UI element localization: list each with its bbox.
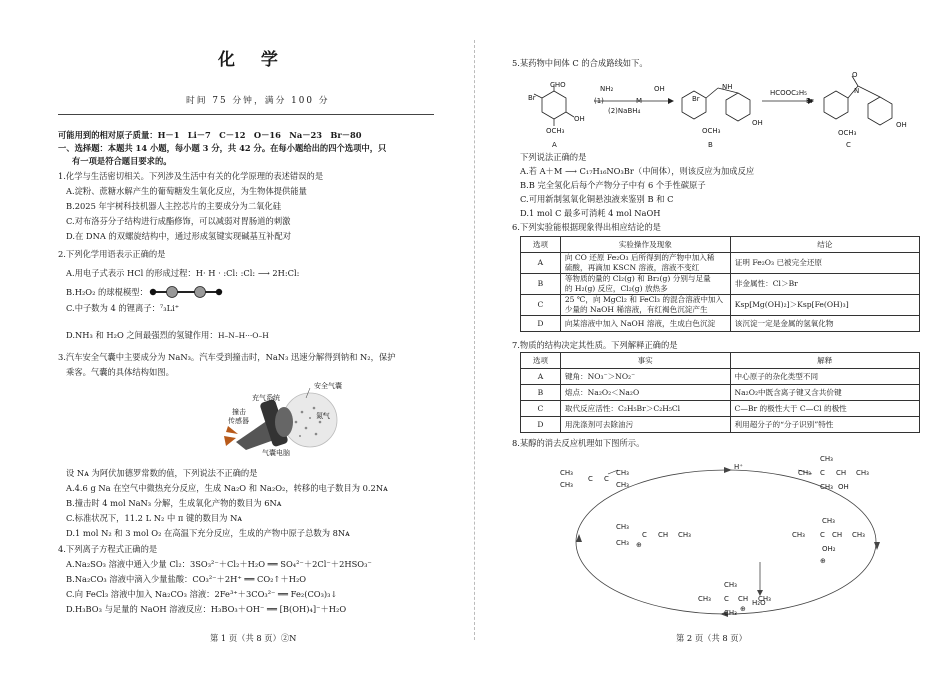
- q5-intro: 下列说法正确的是: [520, 152, 587, 162]
- nh2-label: NH₂: [600, 85, 614, 93]
- br-label-b: Br: [692, 95, 700, 103]
- table-cell: [730, 401, 919, 417]
- oxonium-ch3-left: CH₃: [792, 531, 805, 539]
- table-cell: [560, 385, 730, 401]
- q8-stem: 8.某醇的消去反应机理如下图所示。: [512, 438, 645, 448]
- q2-option-b: B.H₂O₂ 的球棍模型：: [66, 287, 148, 297]
- cell-text: 25 ℃，向 MgCl₂ 和 FeCl₃ 的混合溶液中加入: [564, 295, 724, 304]
- table-cell: [560, 295, 730, 316]
- cation2-plus: ⊕: [740, 605, 746, 613]
- oxonium-plus: ⊕: [820, 557, 826, 565]
- q5-option-a: A.若 A＋M ⟶ C₁₇H₁₆NO₃Br（中间体），则该反应为加成反应: [520, 166, 755, 176]
- reagent-m: M: [636, 97, 643, 105]
- table-header-row: [521, 353, 920, 369]
- cell-text: C: [537, 403, 544, 413]
- alcohol-c: C: [820, 469, 825, 477]
- q5-stem: 5.某药物中间体 C 的合成路线如下。: [512, 58, 648, 68]
- table-header: 选项: [521, 353, 561, 369]
- oxonium-c: C: [820, 531, 825, 539]
- q3-intro: 设 Nᴀ 为阿伏加德罗常数的值，下列说法不正确的是: [66, 468, 258, 478]
- table-row: [521, 369, 920, 385]
- section-heading: 一、选择题：本题共 14 小题，每小题 3 分，共 42 分。在每小题给出的四个选项中，只: [58, 143, 387, 153]
- atomic-masses: 可能用到的相对原子质量：H－1 Li－7 C－12 O－16 Na－23 Br－80: [58, 130, 362, 140]
- cho-label: CHO: [550, 81, 566, 89]
- h-plus: H⁺: [734, 463, 743, 471]
- table-cell-option: [521, 295, 561, 316]
- q3-option-c: C.标准状况下，11.2 L N₂ 中 π 键的数目为 Nᴀ: [66, 513, 243, 523]
- q1-stem: 1.化学与生活密切相关。下列涉及生活中有关的化学原理的表述错误的是: [58, 171, 324, 181]
- cell-text: 证明 Fe₂O₃ 已被完全还原: [734, 258, 823, 267]
- oxonium-ch: CH: [832, 531, 843, 539]
- table-header: 事实: [560, 353, 730, 369]
- step2-label: (2)NaBH₄: [608, 107, 641, 115]
- alkene-c: C: [588, 475, 593, 483]
- cation2-ch3-top: CH₃: [724, 581, 737, 589]
- cation2-ch3-right: CH₃: [758, 595, 771, 603]
- label-nitrogen: 氮气: [316, 412, 330, 420]
- oh-label-c: OH: [896, 121, 907, 129]
- o-label: O: [852, 71, 858, 79]
- br-label-c: Br: [806, 97, 814, 105]
- cation3-ch: CH: [658, 531, 669, 539]
- alcohol-ch3-bottom: CH₃: [820, 483, 833, 491]
- table-cell-option: [521, 274, 561, 295]
- compound-c-label: C: [846, 141, 851, 149]
- hydrogen-bond-struct: H–N–H···O–H: [218, 331, 269, 340]
- q6-stem: 6.下列实验能根据现象得出相应结论的是: [512, 222, 661, 232]
- table-cell-option: [521, 316, 561, 332]
- cell-text: 向某溶液中加入 NaOH 溶液，生成白色沉淀: [564, 318, 716, 328]
- table-cell-option: [521, 401, 561, 417]
- q1-option-c: C.对布洛芬分子结构进行成酯修饰，可以减弱对胃肠道的刺激: [66, 216, 291, 226]
- table-row: [521, 316, 920, 332]
- cation3-ch3-right: CH₃: [678, 531, 691, 539]
- cell-text: C—Br 的极性大于 C—Cl 的极性: [734, 403, 847, 413]
- page-divider: [474, 40, 475, 640]
- table-cell: [560, 369, 730, 385]
- oh-label-b: OH: [752, 119, 763, 127]
- nh-label: NH: [722, 83, 733, 91]
- table-cell-option: [521, 253, 561, 274]
- alkene-ch3-2: CH₃: [560, 481, 573, 489]
- cell-text: 用洗涤剂可去除油污: [564, 419, 634, 429]
- table-cell-option: [521, 369, 561, 385]
- exam-time: 时间 75 分钟，满分 100 分: [186, 96, 330, 106]
- q5-option-b: B.B 完全氢化后每个产物分子中有 6 个手性碳原子: [520, 180, 706, 190]
- table-row: [521, 295, 920, 316]
- q5-option-d: D.1 mol C 最多可消耗 4 mol NaOH: [520, 208, 661, 218]
- q3-option-b: B.撞击时 4 mol NaN₃ 分解，生成氧化产物的数目为 6Nᴀ: [66, 498, 282, 508]
- oh-label-a: OH: [574, 115, 585, 123]
- q4-option-a: A.Na₂SO₃ 溶液中通入少量 Cl₂：3SO₃²⁻＋Cl₂＋H₂O ══ SO₄²⁻＋2Cl⁻＋2HSO₃⁻: [66, 559, 372, 569]
- cell-text: D: [537, 419, 544, 429]
- table-header-row: [521, 237, 920, 253]
- page-footer-left: 第 1 页（共 8 页）②N: [210, 633, 297, 643]
- cell-text: C: [537, 300, 544, 309]
- cell-text: 等物质的量的 Cl₂(g) 和 Br₂(g) 分别与足量: [564, 274, 711, 283]
- cell-text: Ksp[Mg(OH)₂]＞Ksp[Fe(OH)₃]: [734, 300, 849, 309]
- cell-text: 的 H₂(g) 反应，Cl₂(g) 放热多: [564, 284, 668, 293]
- table-cell: [730, 417, 919, 433]
- q4-stem: 4.下列离子方程式正确的是: [58, 544, 158, 554]
- cell-text: B: [537, 387, 544, 397]
- cell-text: 硫酸，再滴加 KSCN 溶液，溶液不变红: [564, 263, 700, 272]
- q3-stem-cont: 乘客。气囊的具体结构如图。: [66, 367, 174, 377]
- alkene-ch3-4: CH₃: [616, 481, 629, 489]
- table-cell: [730, 316, 919, 332]
- table-cell: [730, 369, 919, 385]
- table-row: [521, 385, 920, 401]
- q5-option-c: C.可用新制氢氧化铜悬浊液来鉴别 B 和 C: [520, 194, 674, 204]
- q3-option-d: D.1 mol N₂ 和 3 mol O₂ 在高温下充分反应，生成的产物中原子总数为 8Nᴀ: [66, 528, 350, 538]
- cell-text: D: [537, 318, 544, 328]
- table-row: [521, 274, 920, 295]
- cell-text: 取代反应活性：C₂H₅Br＞C₂H₅Cl: [564, 403, 681, 413]
- cell-text: 利用超分子的“分子识别”特性: [734, 419, 834, 429]
- compound-b-label: B: [708, 141, 713, 149]
- table-header: 解释: [730, 353, 919, 369]
- table-header: 结论: [730, 237, 919, 253]
- br-label-a: Br: [528, 94, 536, 102]
- och3-label-c: OCH₃: [838, 129, 857, 137]
- cation2-ch3-bottom: CH₃: [724, 609, 737, 617]
- step1-label: (1): [594, 97, 604, 105]
- q1-option-d: D.在 DNA 的双螺旋结构中，通过形成氢键实现碱基互补配对: [66, 231, 292, 241]
- oh-label-m: OH: [654, 85, 665, 93]
- q3-option-a: A.4.6 g Na 在空气中微热充分反应，生成 Na₂O 和 Na₂O₂，转移的电子数目为 0.2Nᴀ: [66, 483, 388, 493]
- oxonium-ch3-top: CH₃: [822, 517, 835, 525]
- alkene-ch3-3: CH₃: [616, 469, 629, 477]
- table-cell: [730, 385, 919, 401]
- label-inflator: 充气系统: [252, 394, 280, 402]
- compound-a-label: A: [552, 141, 557, 149]
- q7-table: [520, 352, 920, 433]
- q2-option-c: C.中子数为 4 的锂离子：⁷₃Li⁺: [66, 303, 180, 313]
- label-sensor-2: 传感器: [228, 417, 249, 425]
- page-footer-right: 第 2 页（共 8 页）: [676, 633, 747, 643]
- q1-option-b: B.2025 年宇树科技机器人主控芯片的主要成分为二氧化硅: [66, 201, 282, 211]
- oxonium-oh2: OH₂: [822, 545, 836, 553]
- cation3-ch3-bottom: CH₃: [616, 539, 629, 547]
- table-header: 选项: [521, 237, 561, 253]
- table-row: [521, 401, 920, 417]
- alcohol-ch: CH: [836, 469, 847, 477]
- table-cell: [730, 295, 919, 316]
- cell-text: 向 CO 还原 Fe₂O₃ 后所得到的产物中加入稀: [564, 253, 715, 262]
- section-heading-cont: 有一项是符合题目要求的。: [72, 156, 172, 166]
- cation3-c: C: [642, 531, 647, 539]
- cell-text: A: [537, 258, 544, 267]
- alcohol-oh: OH: [838, 483, 849, 491]
- cell-text: 键角：NO₃⁻＞NO₂⁻: [564, 371, 636, 381]
- q4-option-c: C.向 FeCl₃ 溶液中加入 Na₂CO₃ 溶液：2Fe³⁺＋3CO₃²⁻ ══ Fe₂(CO₃)₃↓: [66, 589, 338, 599]
- alcohol-ch3-top: CH₃: [820, 455, 833, 463]
- alcohol-ch3-left: CH₃: [798, 469, 811, 477]
- table-cell: [560, 274, 730, 295]
- table-header: 实验操作及现象: [560, 237, 730, 253]
- table-cell: [560, 253, 730, 274]
- cell-text: 少量的 NaOH 稀溶液，有红褐色沉淀产生: [564, 305, 708, 314]
- table-cell-option: [521, 385, 561, 401]
- table-cell: [560, 401, 730, 417]
- q2-option-a: A.用电子式表示 HCl 的形成过程：H· H · :Cl: :Cl: ⟶ 2H:Cl:: [66, 268, 300, 278]
- label-sensor: 撞击: [232, 408, 246, 416]
- cation2-ch: CH: [738, 595, 749, 603]
- cell-text: 该沉淀一定是金属的氢氧化物: [734, 318, 834, 328]
- q2-option-d: D.NH₃ 和 H₂O 之间最强烈的氢键作用：: [66, 330, 218, 340]
- page-2: [476, 0, 950, 673]
- header-rule: [58, 114, 434, 115]
- cell-text: A: [537, 371, 544, 381]
- alkene-c-2: C: [604, 475, 609, 483]
- table-row: [521, 417, 920, 433]
- cation2-ch3-left: CH₃: [698, 595, 711, 603]
- water-label: H₂O: [752, 599, 766, 607]
- oxonium-ch3-right: CH₃: [852, 531, 865, 539]
- table-row: [521, 253, 920, 274]
- cation2-c: C: [724, 595, 729, 603]
- table-cell: [560, 316, 730, 332]
- q7-stem: 7.物质的结构决定其性质。下列解释正确的是: [512, 340, 678, 350]
- cation3-ch3-top: CH₃: [616, 523, 629, 531]
- cell-text: B: [537, 279, 544, 288]
- table-cell-option: [521, 417, 561, 433]
- label-airbag: 安全气囊: [314, 382, 342, 390]
- label-igniter: 气囊电脑: [262, 449, 290, 457]
- q4-option-d: D.H₃BO₃ 与足量的 NaOH 溶液反应：H₃BO₃＋OH⁻ ══ [B(OH)₄]⁻＋H₂O: [66, 604, 347, 614]
- reagent-ester: HCOOC₂H₅: [770, 89, 807, 97]
- q3-stem: 3.汽车安全气囊中主要成分为 NaN₃。汽车受到撞击时，NaN₃ 迅速分解得到钠和 N₂，保护: [58, 352, 396, 362]
- table-cell: [730, 274, 919, 295]
- cell-text: 中心原子的杂化类型不同: [734, 371, 819, 381]
- cation3-plus: ⊕: [636, 541, 642, 549]
- n-label: N: [854, 87, 860, 95]
- q2-stem: 2.下列化学用语表示正确的是: [58, 249, 166, 259]
- cell-text: Na₂O₂中既含离子键又含共价键: [734, 387, 842, 397]
- q6-table: [520, 236, 920, 332]
- och3-label-a: OCH₃: [546, 127, 565, 135]
- cell-text: 熔点：Na₂O₂＜Na₂O: [564, 387, 640, 397]
- q1-option-a: A.淀粉、蔗糖水解产生的葡萄糖发生氧化反应，为生物体提供能量: [66, 186, 307, 196]
- cell-text: 非金属性：Cl＞Br: [734, 279, 798, 288]
- q4-option-b: B.Na₂CO₃ 溶液中滴入少量盐酸：CO₃²⁻＋2H⁺ ══ CO₂↑＋H₂O: [66, 574, 307, 584]
- alkene-ch3-1: CH₃: [560, 469, 573, 477]
- table-cell: [730, 253, 919, 274]
- table-cell: [560, 417, 730, 433]
- page-title: 化 学: [218, 50, 288, 70]
- och3-label-b: OCH₃: [702, 127, 721, 135]
- ball-stick-model: [146, 285, 226, 299]
- page-1: [0, 0, 474, 673]
- alcohol-ch3-right: CH₃: [856, 469, 869, 477]
